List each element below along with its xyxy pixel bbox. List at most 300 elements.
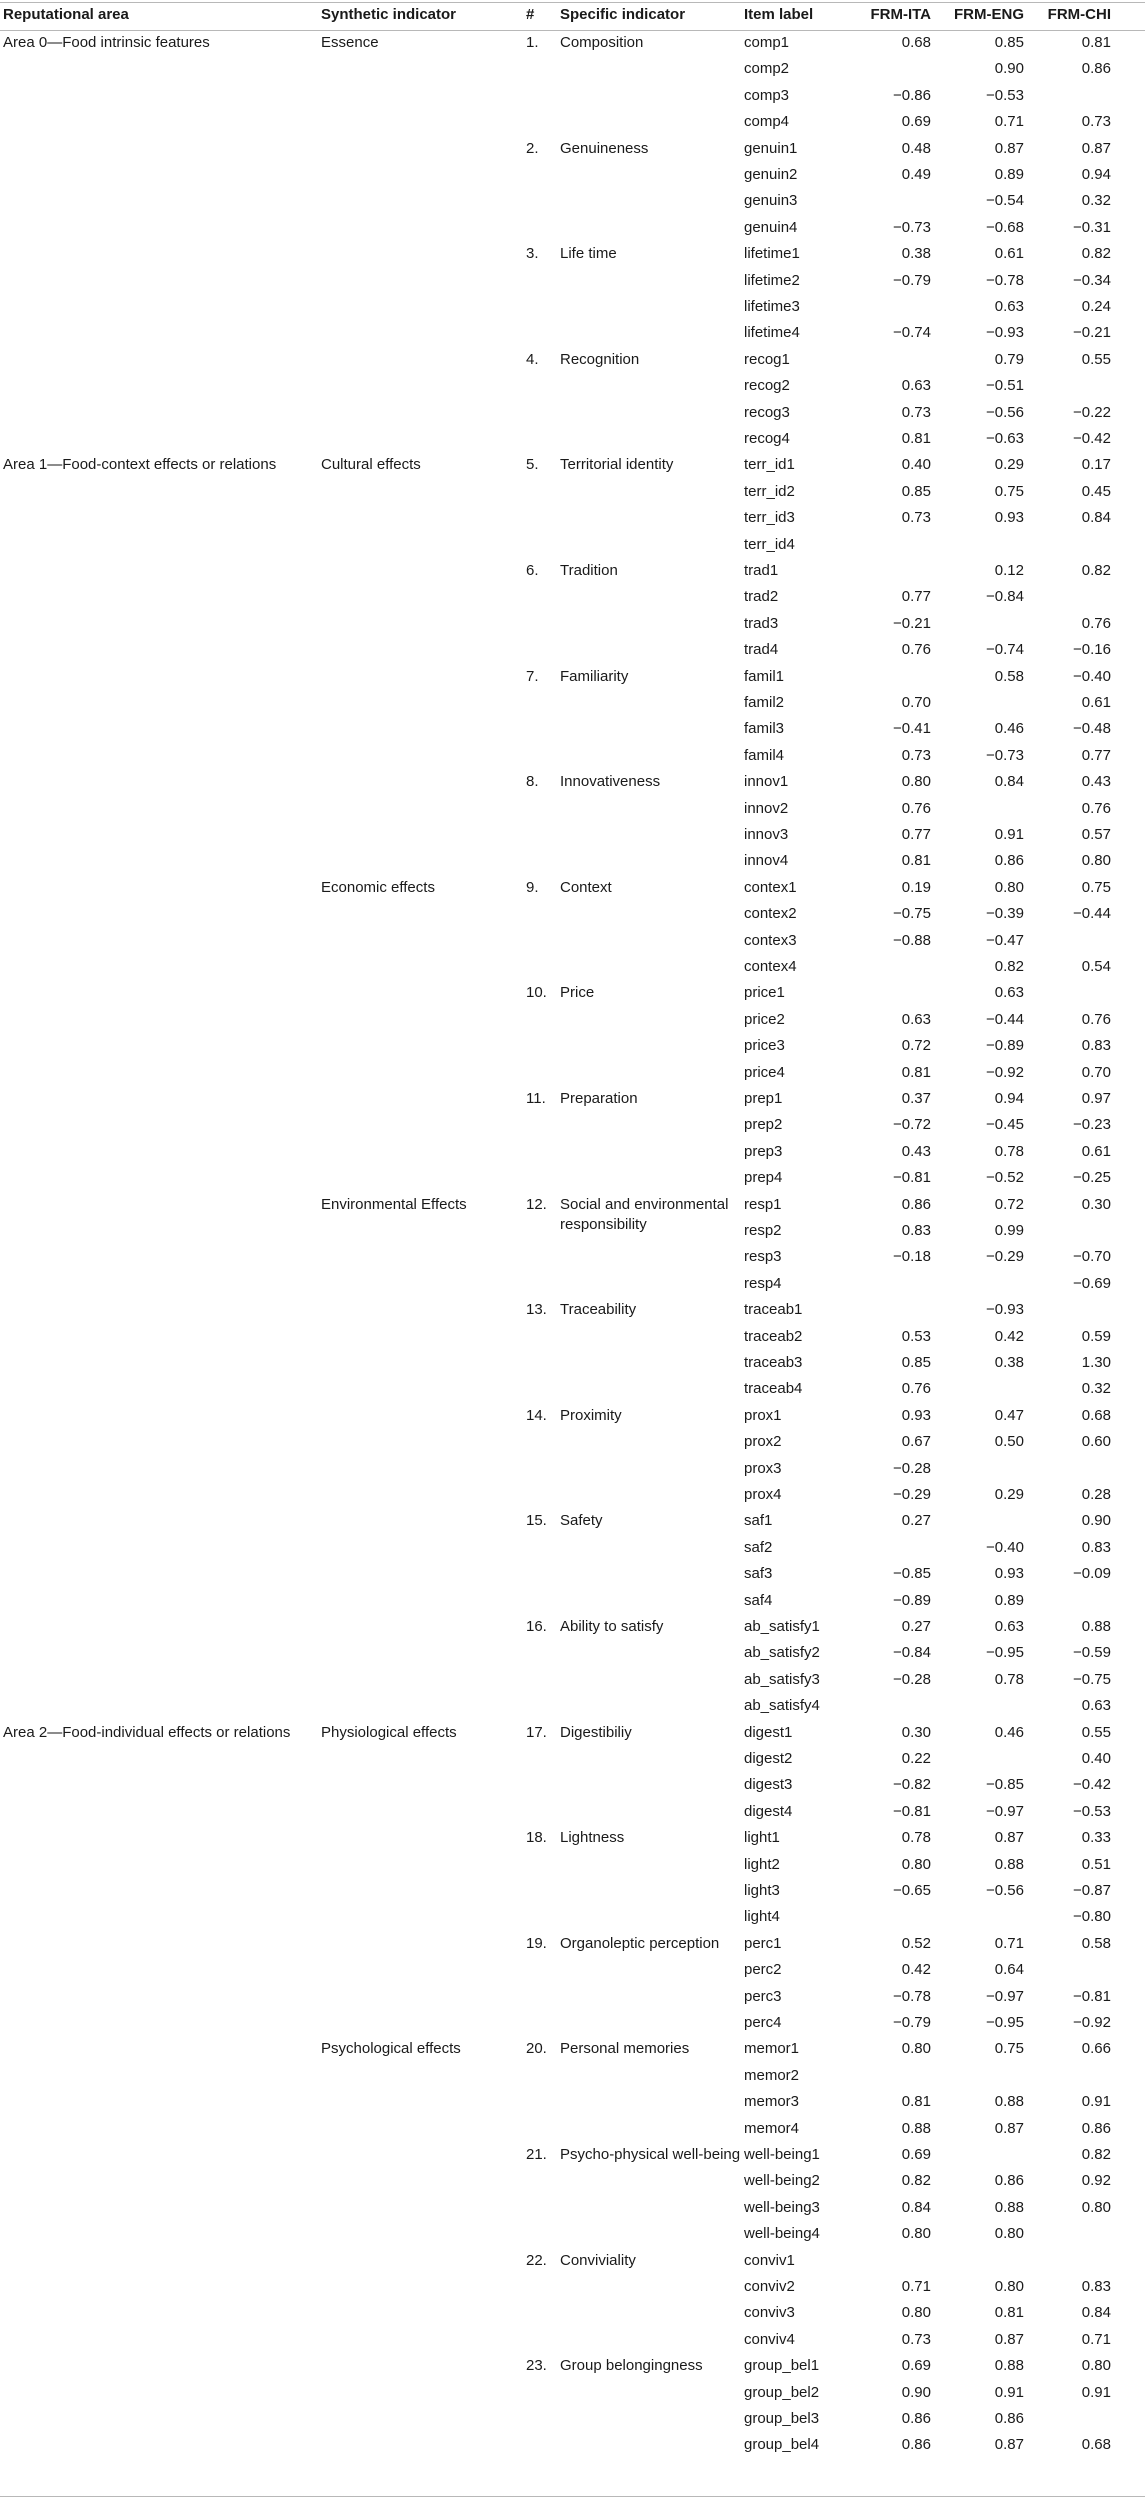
specific-indicator: Traceability <box>560 1301 637 1319</box>
value-frm-ita: 0.19 <box>901 878 931 896</box>
value-frm-eng: 0.86 <box>994 2410 1024 2427</box>
value-frm-chi: 0.82 <box>1081 2146 1111 2163</box>
value-frm-ita: 0.70 <box>901 694 931 711</box>
value-frm-eng: 0.89 <box>994 1591 1024 1609</box>
value-frm-ita: 0.80 <box>901 2304 931 2322</box>
value-frm-eng: 0.88 <box>994 2198 1024 2216</box>
value-frm-ita: 0.76 <box>901 1380 931 1398</box>
indicator-number: 10. <box>526 984 547 1002</box>
indicator-number: 14. <box>526 1406 547 1424</box>
value-frm-eng: −0.85 <box>986 1776 1024 1794</box>
item-label: traceab4 <box>744 1380 803 1398</box>
item-label: light1 <box>744 1829 780 1847</box>
item-label: prep3 <box>744 1142 783 1160</box>
value-frm-chi: 0.91 <box>1081 2093 1111 2111</box>
value-frm-ita: −0.79 <box>893 271 931 289</box>
item-label: price2 <box>744 1010 785 1028</box>
value-frm-chi: 0.83 <box>1081 1037 1111 1055</box>
value-frm-eng: −0.52 <box>986 1169 1024 1187</box>
value-frm-ita: −0.65 <box>893 1882 931 1899</box>
value-frm-eng: 0.46 <box>994 1723 1024 1741</box>
value-frm-chi: 0.66 <box>1081 2040 1111 2058</box>
indicator-number: 3. <box>526 245 539 263</box>
item-label: recog4 <box>744 430 790 447</box>
header-number: # <box>526 6 535 23</box>
item-label: saf3 <box>744 1565 773 1583</box>
value-frm-ita: 0.82 <box>901 2172 931 2190</box>
value-frm-chi: 0.87 <box>1081 139 1111 157</box>
item-label: resp4 <box>744 1274 782 1292</box>
value-frm-ita: −0.81 <box>893 1802 931 1820</box>
item-label: group_bel1 <box>744 2357 820 2375</box>
item-label: genuin1 <box>744 139 798 157</box>
item-label: perc4 <box>744 2014 782 2031</box>
indicator-number: 6. <box>526 562 539 579</box>
item-label: well-being4 <box>744 2225 820 2243</box>
value-frm-ita: 0.71 <box>901 2278 931 2295</box>
value-frm-eng: 0.88 <box>994 2093 1024 2111</box>
value-frm-chi: 0.45 <box>1081 482 1111 500</box>
value-frm-ita: 0.38 <box>901 245 931 263</box>
specific-indicator: Conviviality <box>560 2251 636 2269</box>
value-frm-eng: 0.71 <box>994 1934 1024 1952</box>
header-frm-ita: FRM-ITA <box>870 6 931 23</box>
value-frm-ita: 0.80 <box>901 2225 931 2243</box>
value-frm-chi: 0.24 <box>1081 298 1111 315</box>
indicator-number: 17. <box>526 1723 547 1741</box>
item-label: comp1 <box>744 34 790 51</box>
value-frm-eng: 0.71 <box>994 113 1024 131</box>
value-frm-ita: 0.73 <box>901 2330 931 2348</box>
value-frm-eng: 0.64 <box>994 1961 1024 1979</box>
specific-indicator: Group belongingness <box>560 2357 703 2375</box>
value-frm-ita: 0.77 <box>901 588 931 606</box>
item-label: well-being3 <box>744 2198 820 2216</box>
value-frm-chi: 0.57 <box>1081 826 1111 843</box>
header-specific-indicator: Specific indicator <box>560 6 686 23</box>
value-frm-chi: 0.17 <box>1081 456 1111 474</box>
item-label: contex1 <box>744 878 797 896</box>
value-frm-ita: 0.81 <box>901 2093 931 2111</box>
item-label: trad4 <box>744 641 779 659</box>
value-frm-eng: 0.82 <box>994 958 1024 975</box>
value-frm-chi: 0.76 <box>1081 614 1111 632</box>
value-frm-eng: 0.86 <box>994 2172 1024 2190</box>
value-frm-eng: 0.79 <box>994 350 1024 368</box>
value-frm-eng: 0.87 <box>994 2436 1024 2454</box>
value-frm-ita: 0.63 <box>901 377 931 395</box>
value-frm-eng: 0.90 <box>994 60 1024 78</box>
value-frm-eng: −0.51 <box>986 377 1024 395</box>
value-frm-chi: 0.88 <box>1081 1618 1111 1635</box>
value-frm-eng: 0.86 <box>994 852 1024 870</box>
item-label: recog3 <box>744 403 790 421</box>
indicator-number: 1. <box>526 34 539 51</box>
value-frm-ita: −0.75 <box>893 905 931 923</box>
value-frm-ita: 0.69 <box>901 113 931 131</box>
value-frm-chi: 0.86 <box>1081 2119 1111 2137</box>
value-frm-eng: −0.78 <box>986 271 1024 289</box>
specific-indicator: Territorial identity <box>560 456 674 474</box>
item-label: prox1 <box>744 1406 782 1424</box>
value-frm-eng: −0.63 <box>986 430 1024 447</box>
value-frm-eng: 0.91 <box>994 2383 1024 2401</box>
synthetic-indicator: Cultural effects <box>321 456 421 474</box>
item-label: lifetime3 <box>744 298 800 315</box>
indicator-number: 11. <box>526 1090 546 1107</box>
item-label: price3 <box>744 1037 785 1055</box>
item-label: well-being1 <box>744 2146 820 2163</box>
specific-indicator: Life time <box>560 245 617 263</box>
item-label: perc1 <box>744 1934 782 1952</box>
synthetic-indicator: Environmental Effects <box>321 1195 467 1213</box>
value-frm-ita: 0.40 <box>901 456 931 474</box>
value-frm-eng: 0.46 <box>994 720 1024 738</box>
value-frm-eng: −0.56 <box>986 1882 1024 1899</box>
value-frm-ita: 0.77 <box>901 826 931 843</box>
specific-indicator: Organoleptic perception <box>560 1934 720 1952</box>
value-frm-chi: 0.68 <box>1081 1406 1111 1424</box>
value-frm-eng: −0.95 <box>986 1644 1024 1662</box>
item-label: trad1 <box>744 562 779 579</box>
specific-indicator: Digestibiliy <box>560 1723 632 1741</box>
item-label: resp1 <box>744 1195 782 1213</box>
value-frm-eng: −0.40 <box>986 1538 1024 1556</box>
value-frm-chi: 0.58 <box>1081 1934 1111 1952</box>
value-frm-chi: 0.97 <box>1081 1090 1111 1107</box>
indicator-number: 15. <box>526 1512 547 1530</box>
value-frm-chi: 0.90 <box>1081 1512 1111 1530</box>
value-frm-chi: −0.81 <box>1073 1987 1111 2005</box>
value-frm-eng: −0.45 <box>986 1116 1024 1134</box>
value-frm-chi: 0.77 <box>1081 746 1111 764</box>
value-frm-chi: 0.94 <box>1081 166 1111 183</box>
value-frm-chi: 0.28 <box>1081 1486 1111 1503</box>
value-frm-ita: 0.49 <box>901 166 931 183</box>
item-label: prep4 <box>744 1169 783 1187</box>
value-frm-eng: −0.93 <box>986 324 1024 342</box>
value-frm-chi: −0.34 <box>1073 271 1111 289</box>
value-frm-chi: 0.61 <box>1081 1142 1111 1160</box>
value-frm-eng: 0.75 <box>994 482 1024 500</box>
indicator-number: 12. <box>526 1195 547 1213</box>
value-frm-ita: 0.88 <box>901 2119 931 2137</box>
value-frm-ita: 0.84 <box>901 2198 931 2216</box>
value-frm-eng: 0.85 <box>994 34 1024 51</box>
value-frm-chi: 0.60 <box>1081 1433 1111 1451</box>
item-label: contex3 <box>744 931 797 949</box>
item-label: famil4 <box>744 746 785 764</box>
item-label: lifetime2 <box>744 271 800 289</box>
value-frm-eng: −0.97 <box>986 1987 1024 2005</box>
item-label: famil3 <box>744 720 785 738</box>
value-frm-chi: 0.92 <box>1081 2172 1111 2190</box>
specific-indicator: Safety <box>560 1512 603 1530</box>
indicator-number: 16. <box>526 1618 547 1635</box>
value-frm-ita: 0.76 <box>901 799 931 817</box>
item-label: lifetime4 <box>744 324 800 342</box>
value-frm-chi: 0.83 <box>1081 1538 1111 1556</box>
value-frm-chi: −0.75 <box>1073 1670 1111 1688</box>
value-frm-chi: 0.76 <box>1081 1010 1111 1028</box>
item-label: group_bel4 <box>744 2436 820 2454</box>
item-label: conviv1 <box>744 2251 795 2269</box>
specific-indicator: Recognition <box>560 350 640 368</box>
value-frm-eng: 0.91 <box>994 826 1024 843</box>
specific-indicator: Composition <box>560 34 644 51</box>
item-label: recog1 <box>744 350 790 368</box>
value-frm-eng: 0.78 <box>994 1670 1024 1688</box>
value-frm-ita: 0.63 <box>901 1010 931 1028</box>
specific-indicator: Innovativeness <box>560 773 661 791</box>
specific-indicator: Context <box>560 878 612 896</box>
value-frm-chi: −0.48 <box>1073 720 1111 738</box>
value-frm-ita: 0.73 <box>901 746 931 764</box>
value-frm-chi: 0.84 <box>1081 2304 1111 2322</box>
item-label: innov3 <box>744 826 789 843</box>
item-label: perc3 <box>744 1987 782 2005</box>
item-label: recog2 <box>744 377 790 395</box>
value-frm-ita: −0.28 <box>893 1459 931 1477</box>
value-frm-eng: −0.56 <box>986 403 1024 421</box>
value-frm-eng: 0.87 <box>994 139 1024 157</box>
value-frm-chi: 0.80 <box>1081 852 1111 870</box>
value-frm-eng: 0.75 <box>994 2040 1024 2058</box>
item-label: memor1 <box>744 2040 800 2058</box>
item-label: lifetime1 <box>744 245 800 263</box>
value-frm-chi: −0.31 <box>1073 218 1111 236</box>
indicator-number: 21. <box>526 2146 547 2163</box>
value-frm-eng: 0.87 <box>994 2119 1024 2137</box>
value-frm-chi: 0.33 <box>1081 1829 1111 1847</box>
top-rule <box>0 2 1145 3</box>
value-frm-ita: 0.22 <box>901 1750 931 1767</box>
value-frm-chi: −0.53 <box>1073 1802 1111 1820</box>
value-frm-ita: 0.86 <box>901 2436 931 2454</box>
value-frm-eng: 0.63 <box>994 298 1024 315</box>
indicator-number: 19. <box>526 1934 547 1952</box>
value-frm-chi: −0.59 <box>1073 1644 1111 1662</box>
value-frm-eng: −0.84 <box>986 588 1024 606</box>
value-frm-chi: −0.40 <box>1073 667 1111 685</box>
indicator-number: 20. <box>526 2040 547 2058</box>
value-frm-eng: 0.42 <box>994 1327 1024 1345</box>
value-frm-chi: 0.73 <box>1081 113 1111 131</box>
value-frm-ita: −0.81 <box>893 1169 931 1187</box>
indicator-number: 5. <box>526 456 539 474</box>
value-frm-chi: −0.42 <box>1073 1776 1111 1794</box>
header-frm-eng: FRM-ENG <box>954 6 1024 23</box>
value-frm-eng: 0.93 <box>994 1565 1024 1583</box>
value-frm-ita: 0.86 <box>901 1195 931 1213</box>
value-frm-ita: 0.73 <box>901 403 931 421</box>
item-label: light3 <box>744 1882 780 1899</box>
value-frm-eng: −0.39 <box>986 905 1024 923</box>
value-frm-ita: −0.41 <box>893 720 931 738</box>
indicator-number: 4. <box>526 350 539 368</box>
indicator-number: 23. <box>526 2357 547 2375</box>
indicator-number: 2. <box>526 139 539 157</box>
item-label: ab_satisfy1 <box>744 1618 820 1635</box>
item-label: ab_satisfy3 <box>744 1670 820 1688</box>
synthetic-indicator: Essence <box>321 34 379 51</box>
value-frm-ita: 0.27 <box>901 1512 931 1530</box>
indicator-number: 18. <box>526 1829 547 1847</box>
value-frm-ita: 0.37 <box>901 1090 931 1107</box>
value-frm-eng: 0.78 <box>994 1142 1024 1160</box>
value-frm-ita: 0.90 <box>901 2383 931 2401</box>
value-frm-eng: 0.87 <box>994 1829 1024 1847</box>
item-label: prep2 <box>744 1116 783 1134</box>
value-frm-eng: 0.50 <box>994 1433 1024 1451</box>
value-frm-eng: 0.63 <box>994 984 1024 1002</box>
specific-indicator: Lightness <box>560 1829 625 1847</box>
item-label: genuin4 <box>744 218 798 236</box>
value-frm-ita: 0.43 <box>901 1142 931 1160</box>
value-frm-ita: −0.72 <box>893 1116 931 1134</box>
value-frm-eng: 0.58 <box>994 667 1024 685</box>
value-frm-chi: −0.25 <box>1073 1169 1111 1187</box>
value-frm-ita: −0.78 <box>893 1987 931 2005</box>
value-frm-ita: 0.76 <box>901 641 931 659</box>
value-frm-ita: −0.86 <box>893 86 931 104</box>
value-frm-ita: 0.81 <box>901 852 931 870</box>
value-frm-ita: 0.81 <box>901 1063 931 1081</box>
item-label: prox4 <box>744 1486 782 1503</box>
value-frm-chi: 0.51 <box>1081 1855 1111 1873</box>
value-frm-eng: 0.88 <box>994 1855 1024 1873</box>
synthetic-indicator: Economic effects <box>321 878 435 896</box>
value-frm-eng: 0.29 <box>994 1486 1024 1503</box>
synthetic-indicator: Physiological effects <box>321 1723 457 1741</box>
item-label: group_bel2 <box>744 2383 820 2401</box>
value-frm-ita: −0.79 <box>893 2014 931 2031</box>
value-frm-ita: 0.78 <box>901 1829 931 1847</box>
value-frm-eng: 0.93 <box>994 509 1024 527</box>
value-frm-chi: 0.43 <box>1081 773 1111 791</box>
value-frm-chi: 0.54 <box>1081 958 1111 975</box>
value-frm-ita: −0.89 <box>893 1591 931 1609</box>
value-frm-ita: 0.83 <box>901 1222 931 1239</box>
value-frm-ita: 0.85 <box>901 482 931 500</box>
item-label: saf1 <box>744 1512 773 1530</box>
value-frm-ita: 0.68 <box>901 34 931 51</box>
item-label: contex2 <box>744 905 797 923</box>
specific-indicator: Familiarity <box>560 667 629 685</box>
value-frm-ita: 0.86 <box>901 2410 931 2427</box>
value-frm-ita: 0.69 <box>901 2357 931 2375</box>
value-frm-eng: −0.73 <box>986 746 1024 764</box>
reputational-area: Area 0—Food intrinsic features <box>3 34 210 51</box>
value-frm-chi: 0.91 <box>1081 2383 1111 2401</box>
item-label: trad2 <box>744 588 779 606</box>
value-frm-eng: 0.63 <box>994 1618 1024 1635</box>
item-label: comp2 <box>744 60 790 78</box>
value-frm-chi: −0.23 <box>1073 1116 1111 1134</box>
item-label: terr_id2 <box>744 482 795 500</box>
value-frm-chi: 0.71 <box>1081 2330 1111 2348</box>
value-frm-eng: −0.53 <box>986 86 1024 104</box>
value-frm-eng: 0.80 <box>994 878 1024 896</box>
value-frm-ita: −0.85 <box>893 1565 931 1583</box>
item-label: digest3 <box>744 1776 793 1794</box>
item-label: comp3 <box>744 86 790 104</box>
value-frm-chi: 0.59 <box>1081 1327 1111 1345</box>
value-frm-eng: −0.95 <box>986 2014 1024 2031</box>
value-frm-ita: 0.80 <box>901 2040 931 2058</box>
value-frm-chi: 0.80 <box>1081 2198 1111 2216</box>
value-frm-chi: 0.63 <box>1081 1697 1111 1715</box>
item-label: well-being2 <box>744 2172 820 2190</box>
item-label: famil2 <box>744 694 785 711</box>
value-frm-eng: 0.72 <box>994 1195 1024 1213</box>
item-label: terr_id4 <box>744 535 795 553</box>
value-frm-ita: 0.81 <box>901 430 931 447</box>
value-frm-chi: −0.92 <box>1073 2014 1111 2031</box>
value-frm-chi: 0.32 <box>1081 192 1111 210</box>
reputational-area: Area 2—Food-individual effects or relations <box>3 1723 291 1741</box>
value-frm-ita: 0.42 <box>901 1961 931 1979</box>
value-frm-ita: 0.69 <box>901 2146 931 2163</box>
value-frm-chi: 0.76 <box>1081 799 1111 817</box>
value-frm-chi: −0.80 <box>1073 1908 1111 1926</box>
specific-indicator: Genuineness <box>560 139 649 157</box>
indicator-number: 9. <box>526 878 539 896</box>
item-label: comp4 <box>744 113 790 131</box>
value-frm-chi: 0.40 <box>1081 1750 1111 1767</box>
specific-indicator: Proximity <box>560 1406 622 1424</box>
value-frm-eng: 0.88 <box>994 2357 1024 2375</box>
item-label: traceab3 <box>744 1354 803 1371</box>
item-label: perc2 <box>744 1961 782 1979</box>
header-rule <box>0 30 1145 31</box>
item-label: conviv2 <box>744 2278 795 2295</box>
value-frm-chi: 0.55 <box>1081 350 1111 368</box>
value-frm-eng: 0.38 <box>994 1354 1024 1371</box>
value-frm-ita: −0.18 <box>893 1248 931 1266</box>
specific-indicator: Personal memories <box>560 2040 690 2058</box>
indicator-number: 13. <box>526 1301 547 1319</box>
value-frm-eng: −0.92 <box>986 1063 1024 1081</box>
value-frm-chi: 0.75 <box>1081 878 1111 896</box>
item-label: digest2 <box>744 1750 793 1767</box>
bottom-rule <box>0 2496 1145 2497</box>
item-label: terr_id3 <box>744 509 795 527</box>
item-label: prox2 <box>744 1433 782 1451</box>
value-frm-eng: 0.80 <box>994 2225 1024 2243</box>
value-frm-eng: 0.89 <box>994 166 1024 183</box>
value-frm-chi: −0.09 <box>1073 1565 1111 1583</box>
item-label: prep1 <box>744 1090 783 1107</box>
value-frm-chi: −0.42 <box>1073 430 1111 447</box>
value-frm-chi: 0.32 <box>1081 1380 1111 1398</box>
value-frm-eng: 0.61 <box>994 245 1024 263</box>
value-frm-ita: −0.29 <box>893 1486 931 1503</box>
specific-indicator: Tradition <box>560 562 618 579</box>
item-label: light2 <box>744 1855 780 1873</box>
specific-indicator: Psycho-physical well-being <box>560 2146 741 2163</box>
value-frm-eng: −0.93 <box>986 1301 1024 1319</box>
value-frm-ita: 0.52 <box>901 1934 931 1952</box>
item-label: memor4 <box>744 2119 800 2137</box>
value-frm-chi: 0.82 <box>1081 245 1111 263</box>
item-label: digest4 <box>744 1802 793 1820</box>
value-frm-eng: 0.12 <box>994 562 1024 579</box>
item-label: terr_id1 <box>744 456 795 474</box>
reputational-area: Area 1—Food-context effects or relations <box>3 456 277 474</box>
item-label: resp2 <box>744 1222 782 1239</box>
item-label: resp3 <box>744 1248 782 1266</box>
